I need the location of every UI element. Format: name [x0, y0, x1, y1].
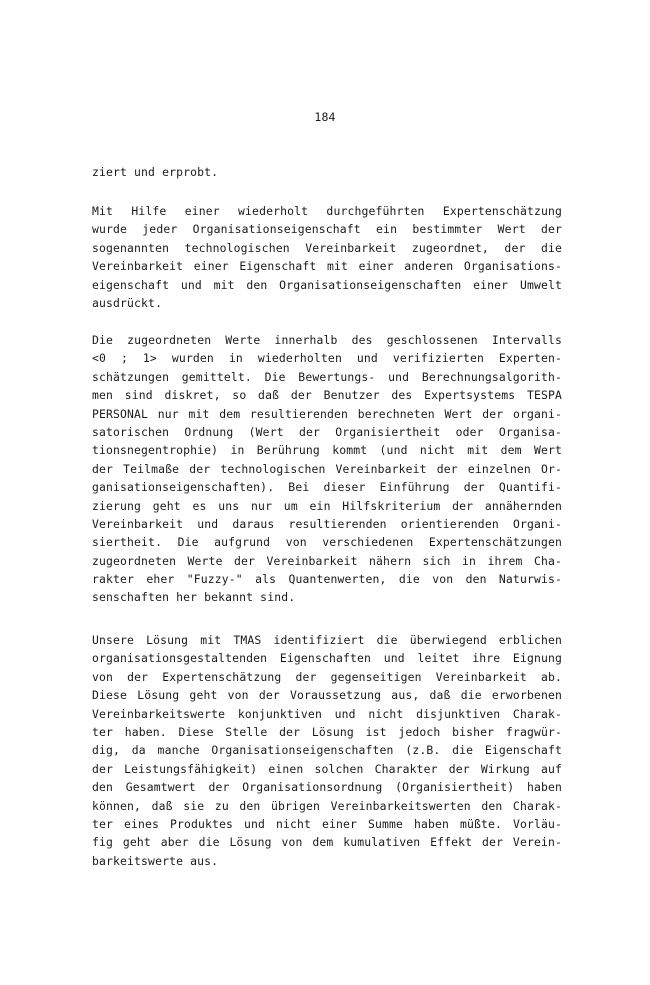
paragraph-expert-estimation	[92, 202, 562, 312]
page-number: 184	[314, 110, 336, 124]
text-line: Vereinbarkeit und daraus resultierenden orientierenden Organi-	[92, 516, 562, 531]
text-line: ter eines Produktes und nicht einer Summe haben müßte. Vorläu-	[92, 816, 562, 831]
text-line: von der Expertenschätzung der gegenseitigen Vereinbarkeit ab.	[92, 669, 562, 684]
text-line: sogenannten technologischen Vereinbarkeit zugeordnet, der die	[92, 240, 562, 255]
text-line: ganisationseigenschaften). Bei dieser Einführung der Quantifi-	[92, 480, 562, 495]
paragraph-tmas-solution	[92, 631, 562, 870]
text-line: der Teilmaße der technologischen Vereinbarkeit der einzelnen Or-	[92, 461, 562, 476]
text-line: zugeordneten Werte der Vereinbarkeit nähern sich in ihrem Cha-	[92, 553, 562, 568]
text-line: ter haben. Diese Stelle der Lösung ist jedoch bisher fragwür-	[92, 724, 562, 739]
text-line: der Leistungsfähigkeit) einen solchen Charakter der Wirkung auf	[92, 761, 562, 776]
paragraph-interval-values	[92, 331, 562, 607]
text-line: senschaften her bekannt sind.	[92, 590, 296, 605]
text-line: zierung geht es uns nur um ein Hilfskriterium der annähernden	[92, 498, 562, 513]
text-line: ziert und erprobt.	[92, 165, 219, 179]
text-line: rakter eher "Fuzzy-" als Quantenwerten, die von den Naturwis-	[92, 572, 562, 587]
text-line: Vereinbarkeitswerte konjunktiven und nicht disjunktiven Charak-	[92, 706, 562, 721]
text-line: wurde jeder Organisationseigenschaft ein bestimmter Wert der	[92, 222, 562, 237]
text-line: schätzungen gemittelt. Die Bewertungs- und Berechnungsalgorith-	[92, 369, 562, 384]
text-line: Mit Hilfe einer wiederholt durchgeführten Expertenschätzung	[92, 204, 562, 218]
text-line: satorischen Ordnung (Wert der Organisiertheit oder Organisa-	[92, 424, 562, 439]
text-line: barkeitswerte aus.	[92, 853, 219, 868]
text-line: den Gesamtwert der Organisationsordnung (Organisiertheit) haben	[92, 780, 562, 795]
text-line: tionsnegentrophie) in Berührung kommt (und nicht mit dem Wert	[92, 443, 562, 458]
text-line: PERSONAL nur mit dem resultierenden berechneten Wert der organi-	[92, 406, 562, 421]
text-line: Unsere Lösung mit TMAS identifiziert die überwiegend erblichen	[92, 633, 562, 647]
text-line: organisationsgestaltenden Eigenschaften und leitet ihre Eignung	[92, 651, 562, 666]
text-line: dig, da manche Organisationseigenschaften (z.B. die Eigenschaft	[92, 743, 562, 758]
text-line: können, daß sie zu den übrigen Vereinbarkeitswerten den Charak-	[92, 798, 562, 813]
paragraph-continuation	[92, 163, 562, 181]
text-line: siertheit. Die aufgrund von verschiedenen Expertenschätzungen	[92, 535, 562, 550]
text-line: eigenschaft und mit den Organisationseigenschaften einer Umwelt	[92, 277, 562, 292]
text-line: Die zugeordneten Werte innerhalb des geschlossenen Intervalls	[92, 333, 562, 347]
text-line: men sind diskret, so daß der Benutzer des Expertsystems TESPA	[92, 388, 562, 403]
text-line: Diese Lösung geht von der Voraussetzung aus, daß die erworbenen	[92, 688, 562, 703]
text-line: fig geht aber die Lösung von dem kumulativen Effekt der Verein-	[92, 835, 562, 850]
text-line: <0 ; 1> wurden in wiederholten und verifizierten Experten-	[92, 351, 562, 366]
text-line: Vereinbarkeit einer Eigenschaft mit einer anderen Organisations-	[92, 259, 562, 274]
text-line: ausdrückt.	[92, 295, 163, 310]
